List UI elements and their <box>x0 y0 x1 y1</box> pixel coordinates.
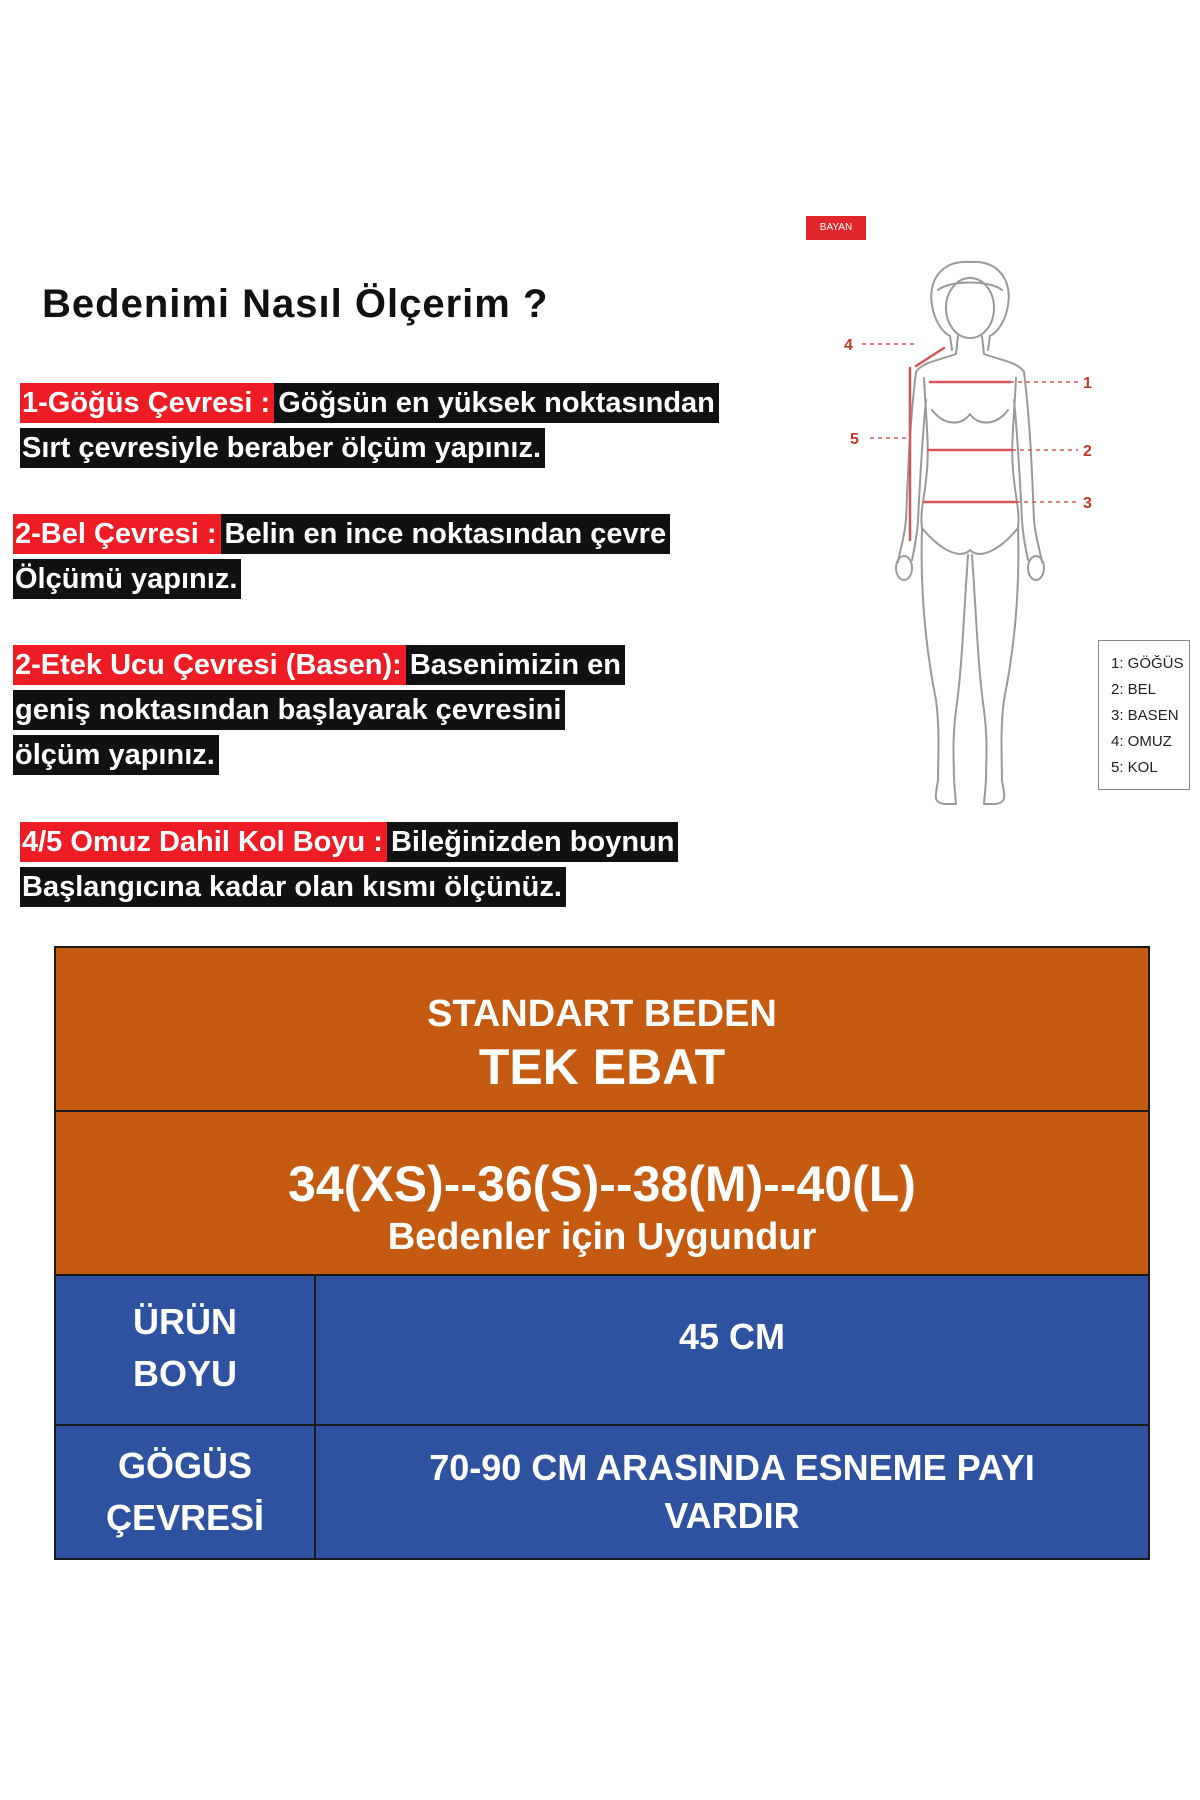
instruction-3-text: Basenimizin en <box>406 645 625 685</box>
legend-item: 5: KOL <box>1111 759 1158 776</box>
legend-item: 3: BASEN <box>1111 707 1179 724</box>
sizes-line: 34(XS)--36(S)--38(M)--40(L) <box>288 1156 916 1212</box>
figure-tag: BAYAN <box>806 216 866 240</box>
instruction-4-line-2 <box>20 867 566 907</box>
instruction-4-label: 4/5 Omuz Dahil Kol Boyu : <box>20 822 387 862</box>
instruction-3-line-2 <box>13 690 565 730</box>
table-header <box>56 948 1148 1112</box>
instruction-3-label: 2-Etek Ucu Çevresi (Basen): <box>13 645 406 685</box>
row-value-line: VARDIR <box>664 1495 800 1536</box>
table-row <box>56 1426 1148 1558</box>
body-measurement-figure <box>840 250 1100 820</box>
instruction-3-text: geniş noktasından başlayarak çevresini <box>13 690 565 730</box>
legend-item: 2: BEL <box>1111 681 1157 698</box>
figure-legend <box>1098 640 1190 790</box>
table-header-line-1: STANDART BEDEN <box>427 993 777 1035</box>
instruction-2-line-2 <box>13 559 241 599</box>
row-value <box>316 1426 1148 1558</box>
row-label-line: ÇEVRESİ <box>105 1497 265 1538</box>
marker-5: 5 <box>850 431 859 448</box>
instruction-3-text: ölçüm yapınız. <box>13 735 219 775</box>
instruction-4-text: Başlangıcına kadar olan kısmı ölçünüz. <box>20 867 566 907</box>
instruction-2-line-1 <box>13 514 670 554</box>
instruction-2-label: 2-Bel Çevresi : <box>13 514 221 554</box>
instruction-3-line-3 <box>13 735 219 775</box>
instruction-1-text: Göğsün en yüksek noktasından <box>274 383 719 423</box>
instruction-2-text: Ölçümü yapınız. <box>13 559 241 599</box>
instruction-3-line-1 <box>13 645 625 685</box>
instruction-1-line-2 <box>20 428 545 468</box>
row-value <box>316 1276 1148 1424</box>
row-label <box>56 1276 316 1424</box>
row-value-line: 70-90 CM ARASINDA ESNEME PAYI <box>429 1447 1035 1488</box>
marker-3: 3 <box>1083 495 1092 512</box>
row-label <box>56 1426 316 1558</box>
row-label-line: BOYU <box>132 1353 237 1394</box>
marker-4: 4 <box>844 337 853 354</box>
sizes-subtitle: Bedenler için Uygundur <box>387 1216 817 1258</box>
marker-1: 1 <box>1083 375 1092 392</box>
marker-2: 2 <box>1083 443 1092 460</box>
instruction-4-line-1 <box>20 822 678 862</box>
row-label-line: ÜRÜN <box>133 1301 237 1342</box>
legend-item: 4: OMUZ <box>1111 733 1172 750</box>
page-title: Bedenimi Nasıl Ölçerim ? <box>42 282 549 326</box>
size-table <box>54 946 1150 1560</box>
instruction-2-text: Belin en ince noktasından çevre <box>221 514 671 554</box>
instruction-1-text: Sırt çevresiyle beraber ölçüm yapınız. <box>20 428 545 468</box>
instruction-1-label: 1-Göğüs Çevresi : <box>20 383 274 423</box>
row-label-line: GÖGÜS <box>117 1445 252 1486</box>
table-row <box>56 1276 1148 1426</box>
legend-item: 1: GÖĞÜS <box>1111 655 1184 672</box>
instruction-1-line-1 <box>20 383 719 423</box>
table-sizes-row <box>56 1112 1148 1276</box>
row-value-line: 45 CM <box>678 1316 786 1357</box>
table-header-line-2: TEK EBAT <box>478 1039 726 1095</box>
instruction-4-text: Bileğinizden boynun <box>387 822 679 862</box>
